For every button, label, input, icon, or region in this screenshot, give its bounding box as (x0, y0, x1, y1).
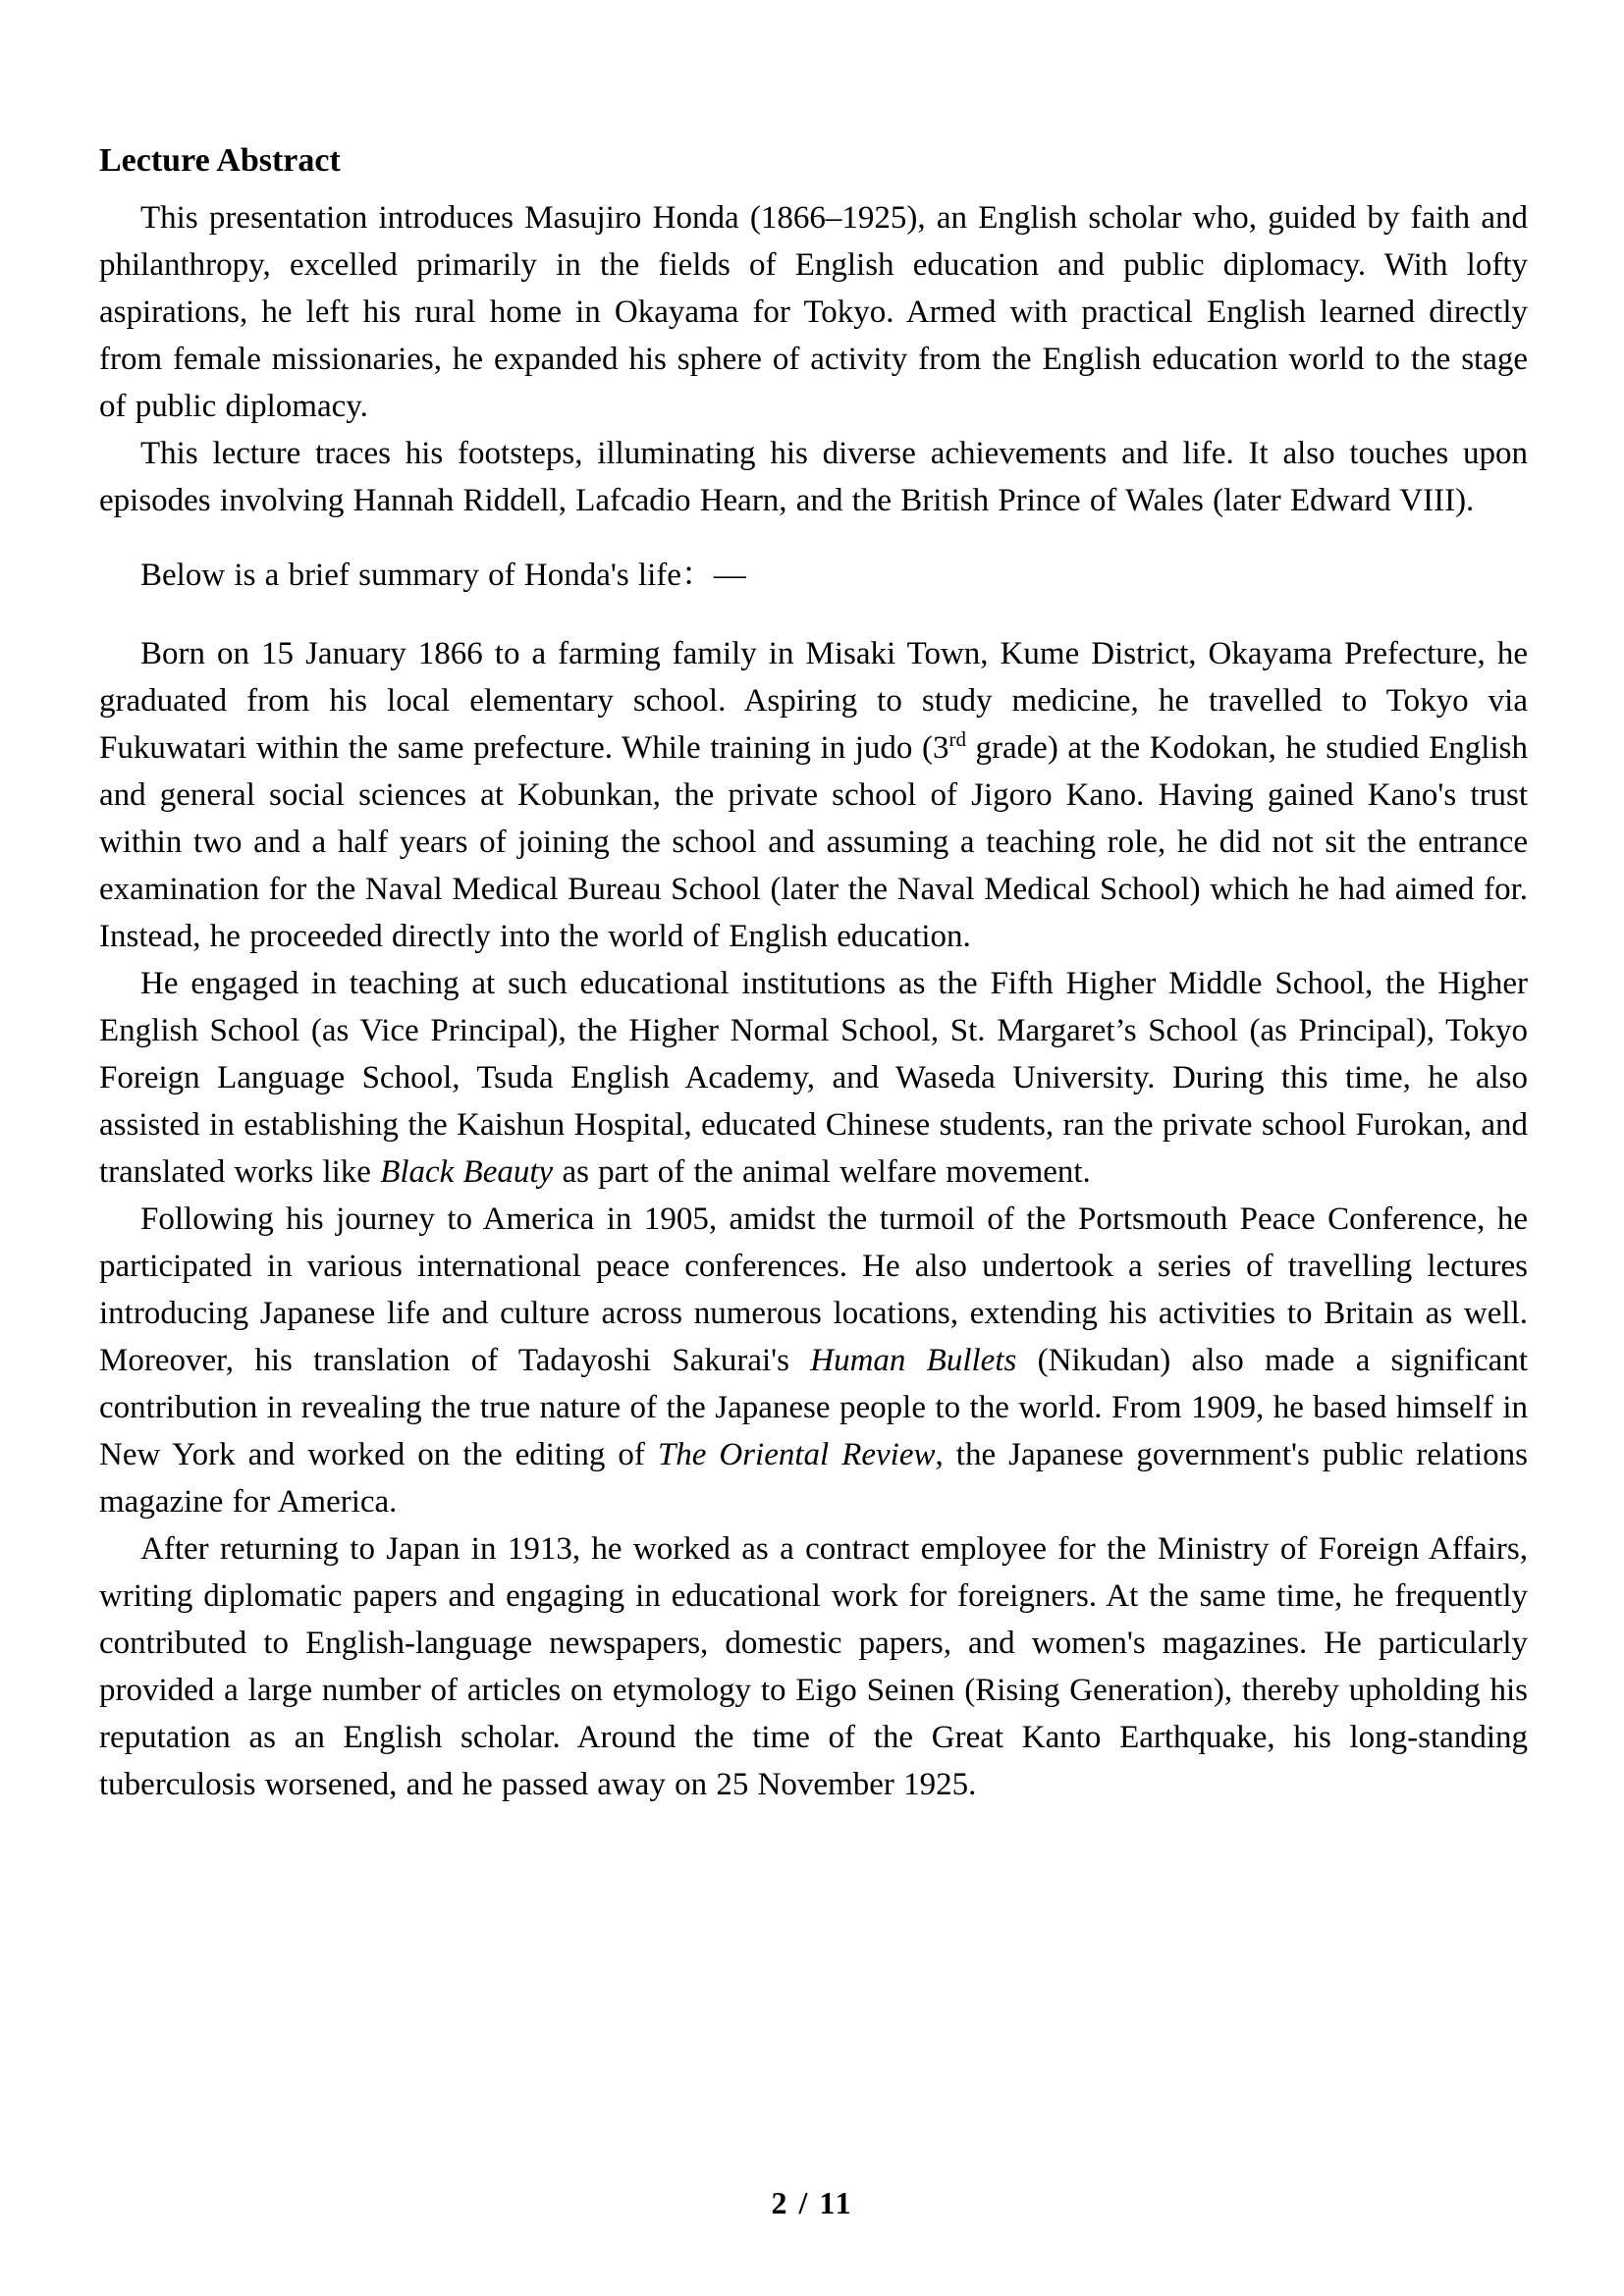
text-run: , the Japanese government's public relations magazine for America. (99, 1437, 1528, 1520)
paragraph-america-activities (99, 1196, 1528, 1525)
work-title-italic: Human Bullets (810, 1343, 1017, 1378)
text-run: This lecture traces his footsteps, illuminating his diverse achievements and life. It also touches upon episodes involving Hannah Riddell, Lafcadio Hearn, and the British Prince of Wales (later Edward VIII). (99, 436, 1528, 518)
text-run: as part of the animal welfare movement. (553, 1154, 1091, 1190)
text-run: Born on 15 January 1866 to a farming family in Misaki Town, Kume District, Okayama Prefecture, he graduated from his local elementary school. Aspiring to study medicine, he travelled to Tokyo via Fukuwatari within the same prefecture. While training in judo (3 (99, 636, 1528, 766)
text-run: grade) at the Kodokan, he studied English and general social sciences at Kobunkan, the private school of Jigoro Kano. Having gained Kano's trust within two and a half years of joining the school and assuming a teaching role, he did not sit the entrance examination for the Naval Medical Bureau School (later the Naval Medical School) which he had aimed for. Instead, he proceeded directly into the world of English education. (99, 730, 1528, 954)
paragraph-early-life (99, 630, 1528, 960)
work-title-italic: Black Beauty (380, 1154, 554, 1190)
text-run: (Nikudan) also made a significant contribution in revealing the true nature of the Japanese people to the world. From 1909, he based himself in New York and worked on the editing of (99, 1343, 1528, 1472)
page-number-indicator: 2 / 11 (771, 2185, 853, 2220)
work-title-italic: The Oriental Review (657, 1437, 936, 1472)
text-run: This presentation introduces Masujiro Honda (1866–1925), an English scholar who, guided by faith and philanthropy, excelled primarily in the fields of English education and public diplomacy. With lofty aspirations, he left his rural home in Okayama for Tokyo. Armed with practical English learned directly from female missionaries, he expanded his sphere of activity from the English education world to the stage of public diplomacy. (99, 200, 1528, 424)
text-run: Following his journey to America in 1905, amidst the turmoil of the Portsmouth Peace Conference, he participated in various international peace conferences. He also undertook a series of travelling lectures introducing Japanese life and culture across numerous locations, extending his activities to Britain as well. Moreover, his translation of Tadayoshi Sakurai's (99, 1201, 1528, 1378)
document-body (99, 194, 1528, 1808)
text-run: After returning to Japan in 1913, he worked as a contract employee for the Ministry of Foreign Affairs, writing diplomatic papers and engaging in educational work for foreigners. At the same time, he frequently contributed to English-language newspapers, domestic papers, and women's magazines. He particularly provided a large number of articles on etymology to Eigo Seinen (Rising Generation), thereby upholding his reputation as an English scholar. Around the time of the Great Kanto Earthquake, his long-standing tuberculosis worsened, and he passed away on 25 November 1925. (99, 1531, 1528, 1802)
paragraph-intro (99, 194, 1528, 430)
text-run: Below is a brief summary of Honda's life：— (140, 558, 746, 593)
text-run: He engaged in teaching at such educational institutions as the Fifth Higher Middle School, the Higher English School (as Vice Principal), the Higher Normal School, St. Margaret’s School (as Principal), Tokyo Foreign Language School, Tsuda English Academy, and Waseda University. During this time, he also assisted in establishing the Kaishun Hospital, educated Chinese students, ran the private school Furokan, and translated works like (99, 966, 1528, 1190)
paragraph-summary-lead (99, 552, 1528, 599)
paragraph-later-years (99, 1525, 1528, 1808)
page-title: Lecture Abstract (99, 142, 341, 179)
paragraph-teaching-career (99, 960, 1528, 1196)
paragraph-lecture-scope (99, 430, 1528, 524)
document-content (99, 137, 1528, 1808)
superscript-text: rd (948, 727, 966, 751)
